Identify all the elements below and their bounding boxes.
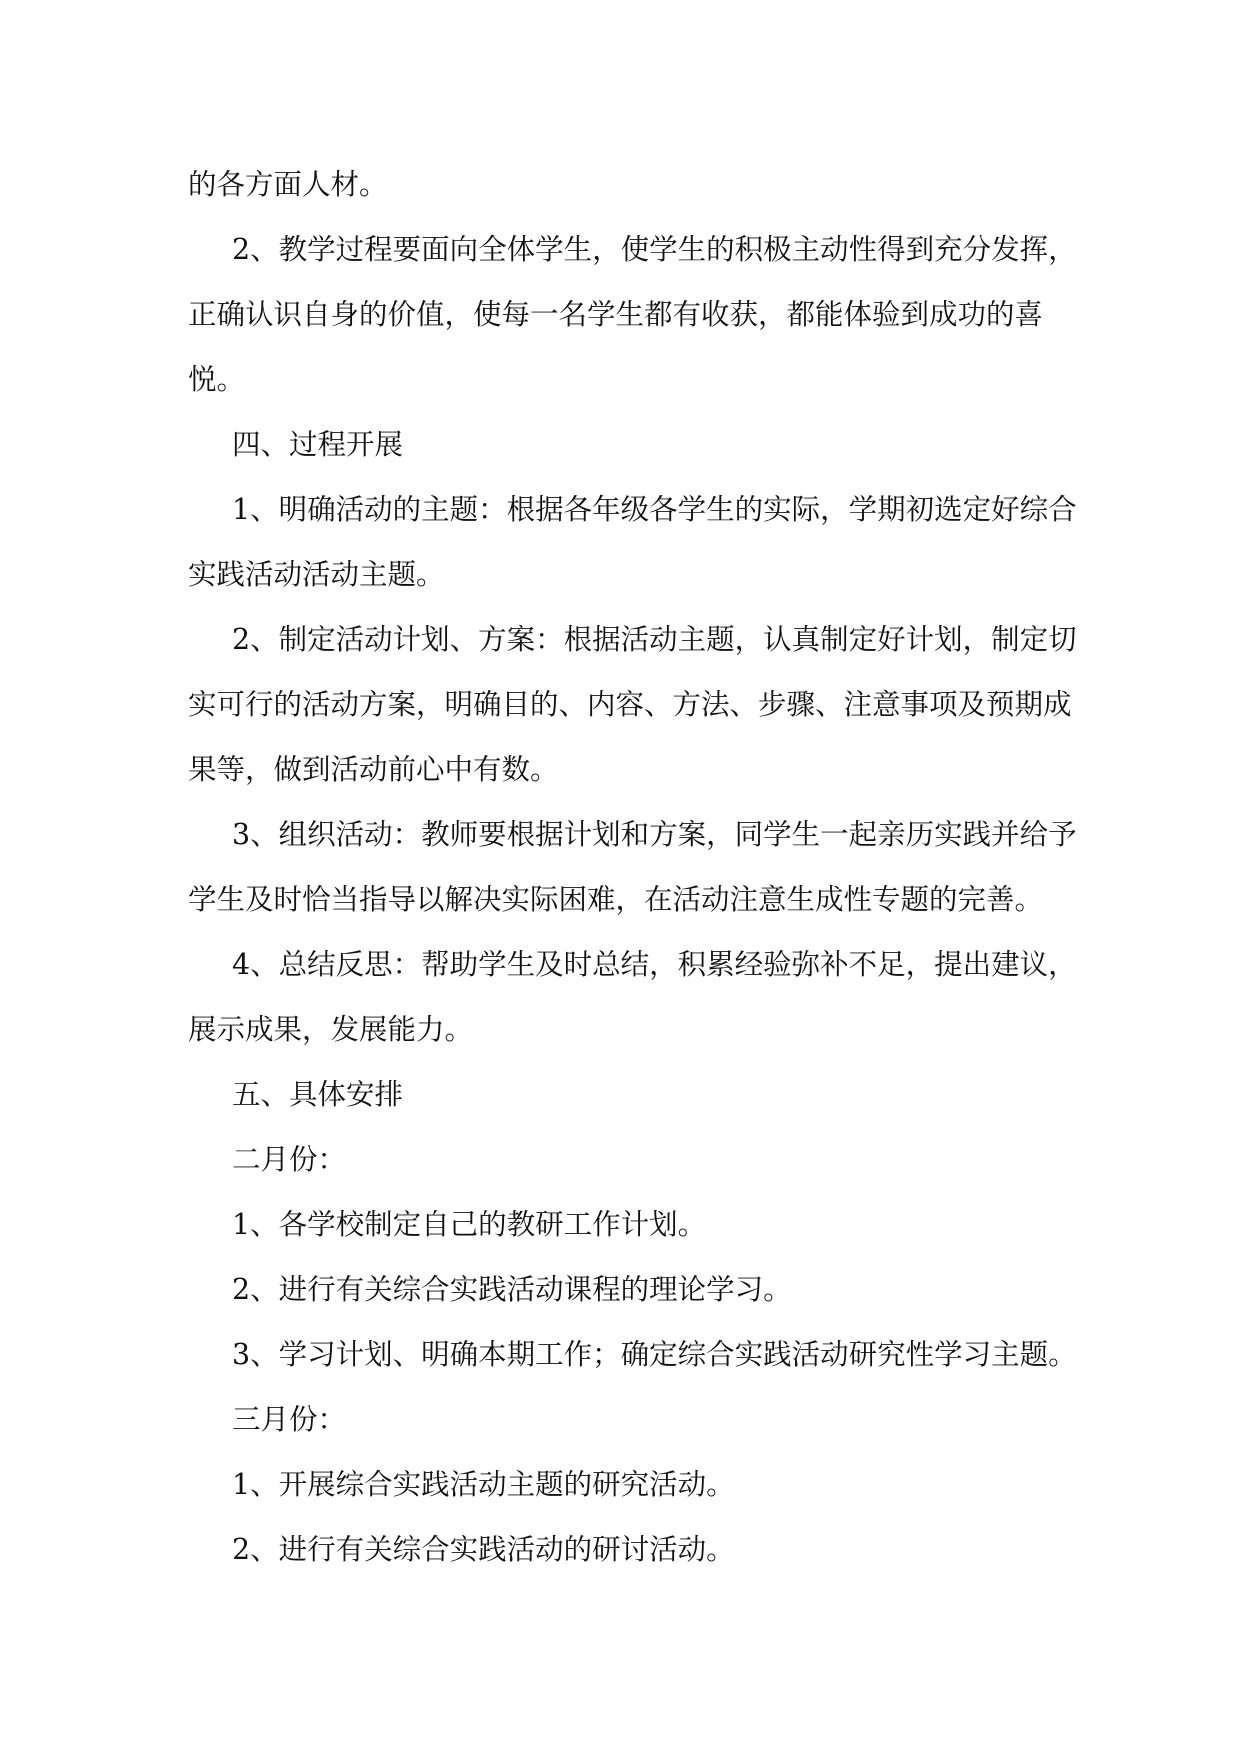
month-heading-february: 二月份： [232,1143,347,1176]
list-item-february-2: 2、进行有关综合实践活动课程的理论学习。 [232,1273,792,1306]
month-heading-march: 三月份： [232,1403,347,1436]
list-item-march-1: 1、开展综合实践活动主题的研究活动。 [232,1468,735,1501]
document-body [188,152,1088,1582]
paragraph-item-3-organize: 3、组织活动：教师要根据计划和方案，同学生一起亲历实践并给予学生及时恰当指导以解决实际困难，在活动注意生成性专题的完善。 [188,818,1077,916]
paragraph-item-1-theme: 1、明确活动的主题：根据各年级各学生的实际，学期初选定好综合实践活动活动主题。 [188,493,1077,591]
paragraph-item-2-plan: 2、制定活动计划、方案：根据活动主题，认真制定好计划，制定切实可行的活动方案，明确目的、内容、方法、步骤、注意事项及预期成果等，做到活动前心中有数。 [188,623,1077,786]
list-item-february-1: 1、各学校制定自己的教研工作计划。 [232,1208,707,1241]
list-item-march-2: 2、进行有关综合实践活动的研讨活动。 [232,1533,735,1566]
section-heading-process: 四、过程开展 [232,428,404,461]
paragraph-continuation: 的各方面人材。 [188,168,388,201]
list-item-february-3: 3、学习计划、明确本期工作；确定综合实践活动研究性学习主题。 [232,1338,1077,1371]
section-heading-schedule: 五、具体安排 [232,1078,404,1111]
paragraph-item-4-summary: 4、总结反思：帮助学生及时总结，积累经验弥补不足，提出建议，展示成果，发展能力。 [188,948,1077,1046]
paragraph-item-2-teaching-process: 2、教学过程要面向全体学生，使学生的积极主动性得到充分发挥，正确认识自身的价值，使每一名学生都有收获，都能体验到成功的喜悦。 [188,233,1077,396]
